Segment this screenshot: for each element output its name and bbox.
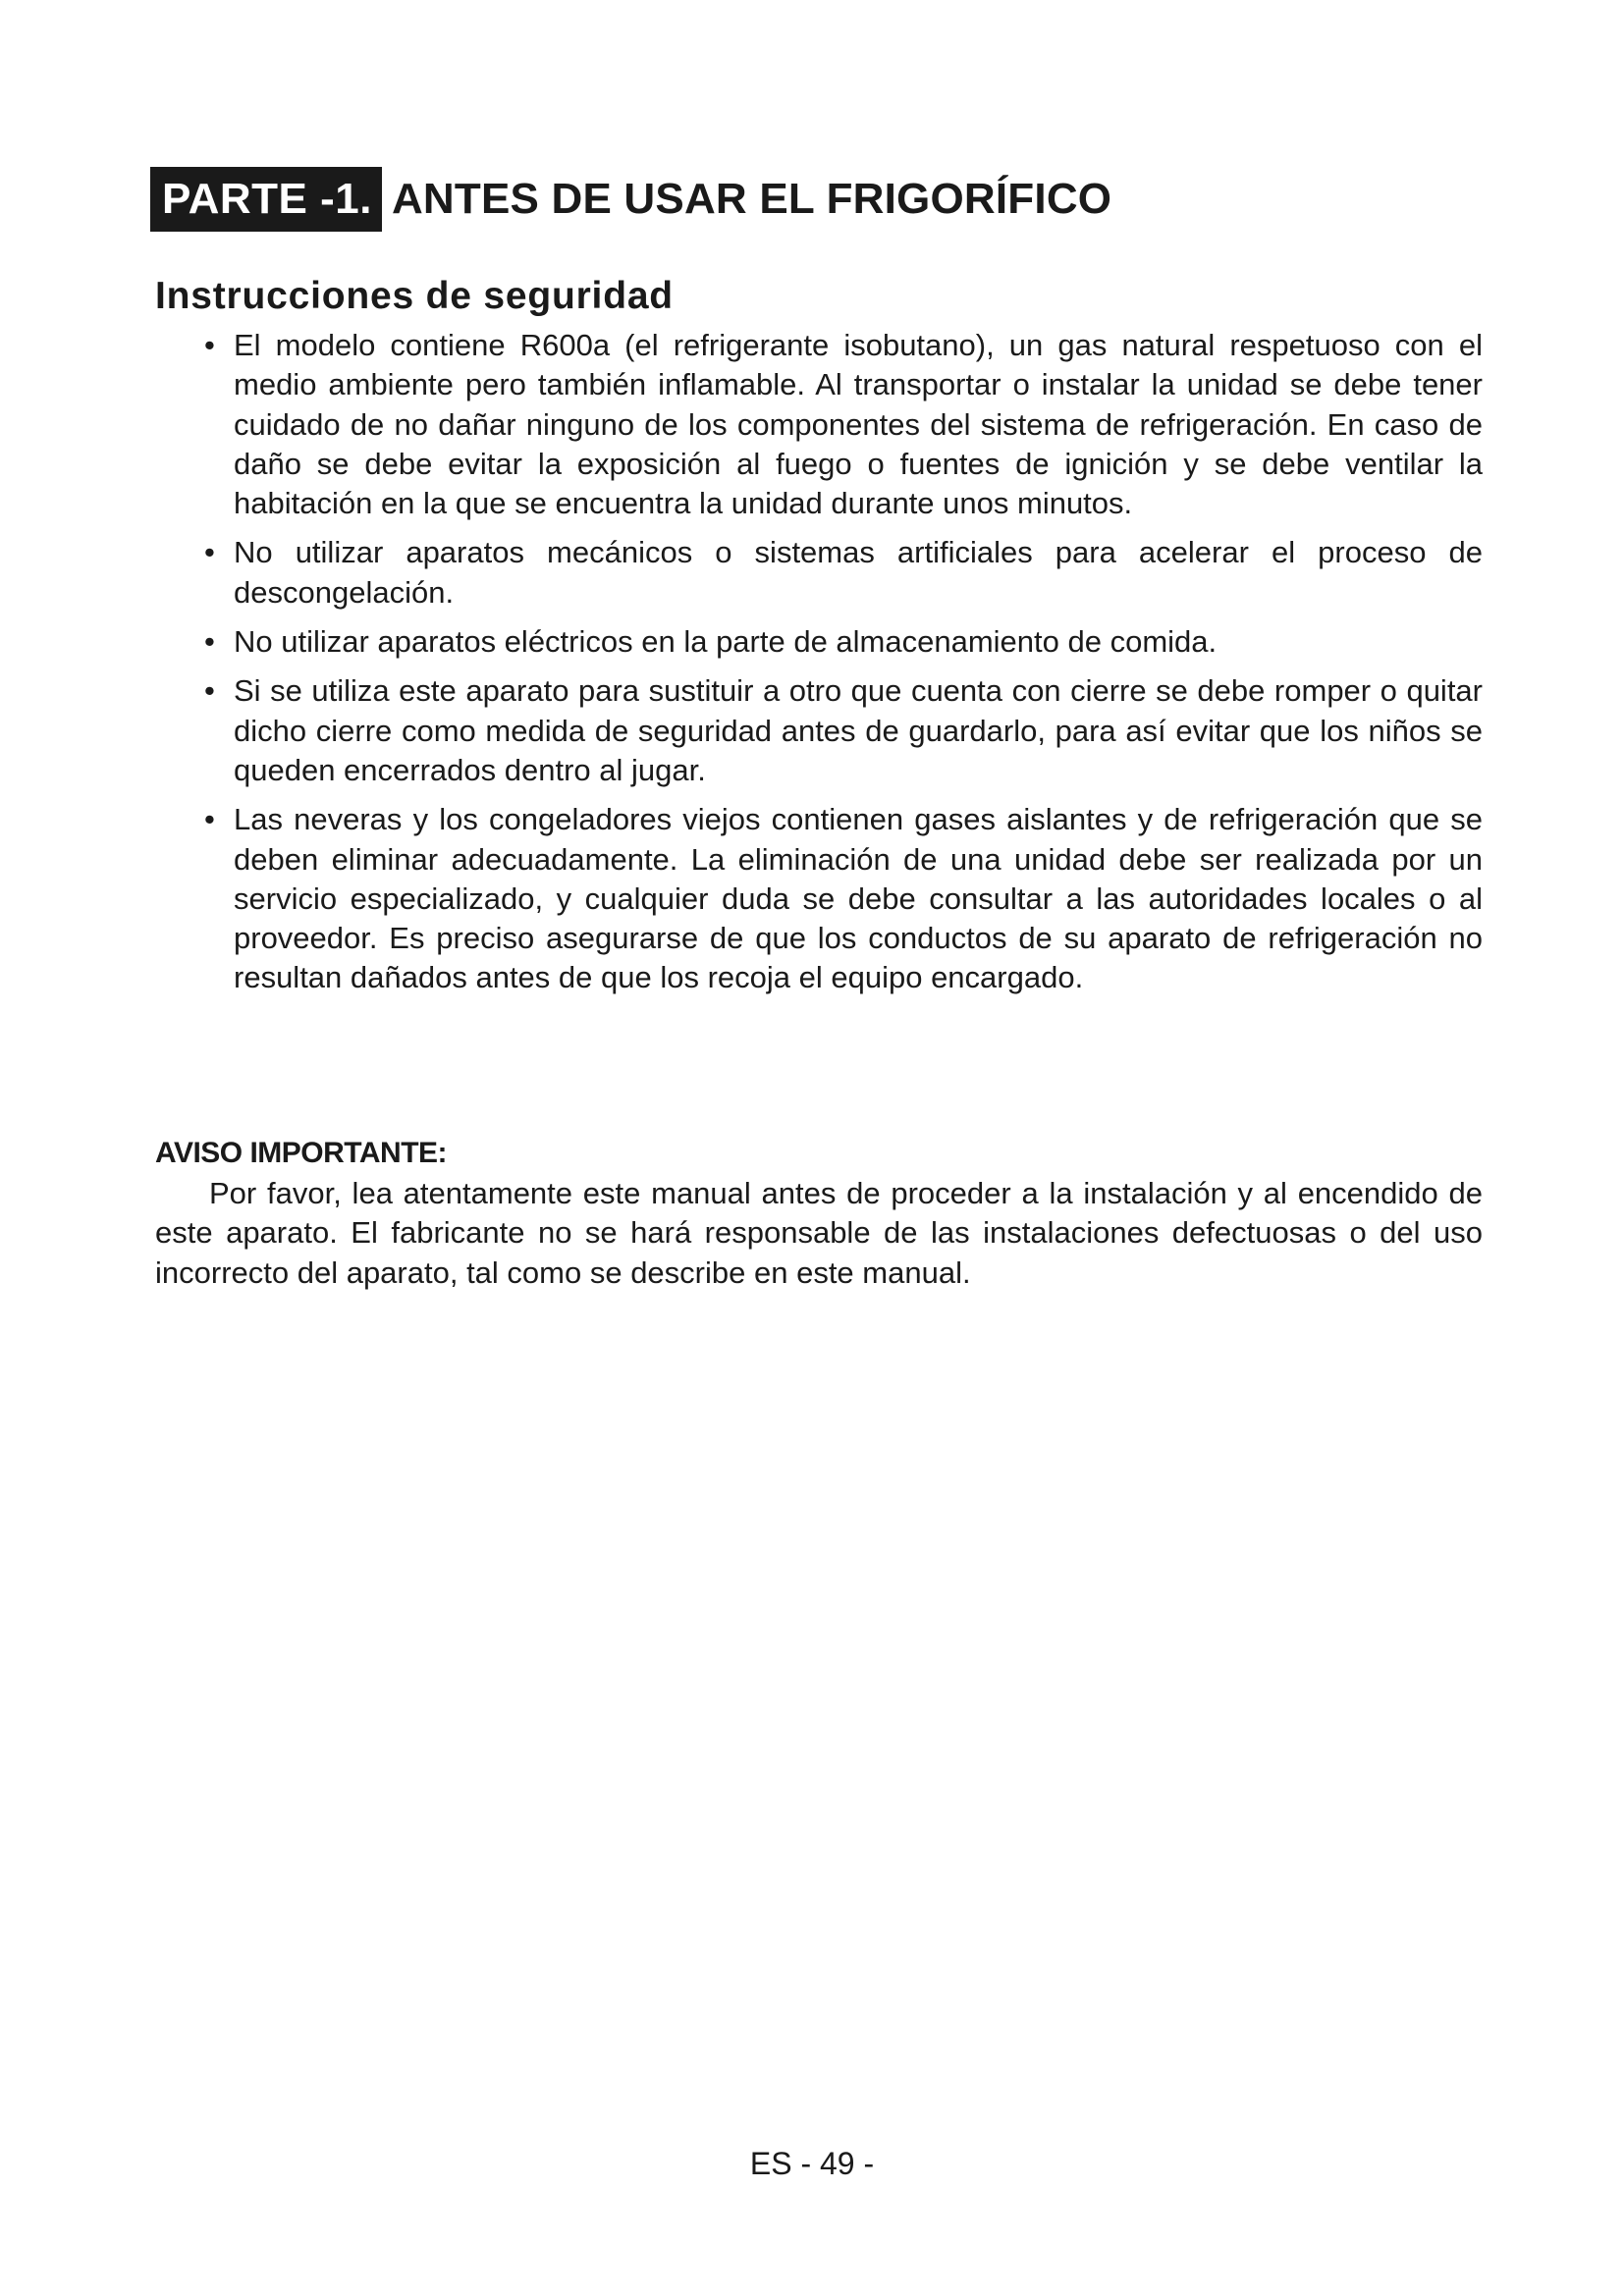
chapter-title: ANTES DE USAR EL FRIGORÍFICO	[391, 175, 1112, 223]
chapter-heading	[150, 167, 1111, 232]
list-item: • Las neveras y los congeladores viejos contienen gases aislantes y de refrigeración que se deben eliminar adecuadamente. La eliminación de una unidad debe ser realizada por un servicio especializado, y cualquier duda se debe consultar a las autoridades locales o al proveedor. Es preciso asegurarse de que los conductos de su aparato de refrigeración no resultan dañados antes de que los recoja el equipo encargado.	[204, 800, 1483, 997]
safety-instructions-list	[204, 326, 1483, 1008]
section-title: Instrucciones de seguridad	[155, 275, 674, 317]
part-badge: PARTE -1.	[150, 167, 382, 232]
list-item: • No utilizar aparatos eléctricos en la parte de almacenamiento de comida.	[204, 622, 1483, 662]
list-item: • No utilizar aparatos mecánicos o sistemas artificiales para acelerar el proceso de descongelación.	[204, 533, 1483, 613]
notice-body: Por favor, lea atentamente este manual antes de proceder a la instalación y al encendido de este aparato. El fabricante no se hará responsable de las instalaciones defectuosas o del uso incorrecto del aparato, tal como se describe en este manual.	[155, 1176, 1483, 1290]
list-item: • Si se utiliza este aparato para sustituir a otro que cuenta con cierre se debe romper o quitar dicho cierre como medida de seguridad antes de guardarlo, para así evitar que los niños se queden encerrados dentro al jugar.	[204, 671, 1483, 790]
notice-title: AVISO IMPORTANTE:	[155, 1137, 448, 1169]
page-number: ES - 49 -	[749, 2146, 875, 2181]
list-item: • El modelo contiene R600a (el refrigerante isobutano), un gas natural respetuoso con el medio ambiente pero también inflamable. Al transportar o instalar la unidad se debe tener cuidado de no dañar ninguno de los componentes del sistema de refrigeración. En caso de daño se debe evitar la exposición al fuego o fuentes de ignición y se debe ventilar la habitación en la que se encuentra la unidad durante unos minutos.	[204, 326, 1483, 523]
